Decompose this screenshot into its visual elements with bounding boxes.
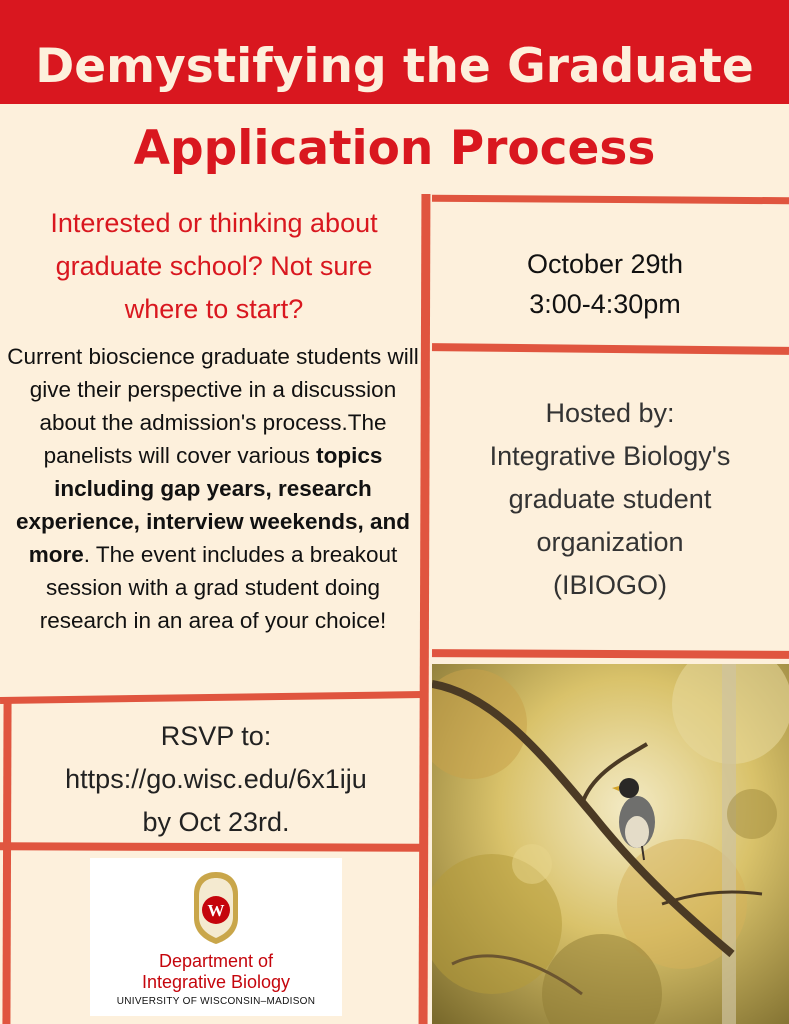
rsvp-info: RSVP to: https://go.wisc.edu/6x1iju by Oct 23rd.	[10, 715, 422, 844]
border-right-lower	[432, 649, 789, 659]
title-line-2: Application Process	[133, 121, 656, 176]
title-line-1: Demystifying the Graduate	[35, 39, 754, 94]
event-date-time	[440, 244, 770, 324]
department-name-line-1: Department of	[158, 951, 274, 971]
department-logo	[90, 858, 342, 1016]
svg-text:W: W	[207, 901, 225, 920]
border-vertical-center	[419, 194, 431, 1024]
event-time: 3:00-4:30pm	[529, 289, 681, 319]
robin-on-branch-photo	[432, 664, 789, 1024]
hosted-by: Hosted by: Integrative Biology's graduate student organization (IBIOGO)	[489, 398, 731, 600]
event-date: October 29th	[526, 249, 684, 279]
border-top-right	[432, 195, 789, 204]
rsvp-link[interactable]: https://go.wisc.edu/6x1iju	[65, 764, 367, 794]
border-left-mid	[0, 691, 422, 704]
event-description: Current bioscience graduate students will give their perspective in a discussion about the admission's process.The panelists will cover various topics including gap years, research experience, interview weekends, and more. The event includes a breakout session with a grad student doing research in an area of your choice!	[7, 344, 419, 633]
university-name: UNIVERSITY OF WISCONSIN–MADISON	[116, 996, 316, 1007]
uw-crest-icon	[191, 870, 241, 946]
topics-highlight: topics including gap years, research experience, interview weekends, and more	[16, 443, 410, 567]
department-name-line-2: Integrative Biology	[141, 972, 291, 992]
intro-question: Interested or thinking about graduate school? Not sure where to start?	[50, 208, 378, 324]
border-right-mid	[432, 343, 789, 355]
